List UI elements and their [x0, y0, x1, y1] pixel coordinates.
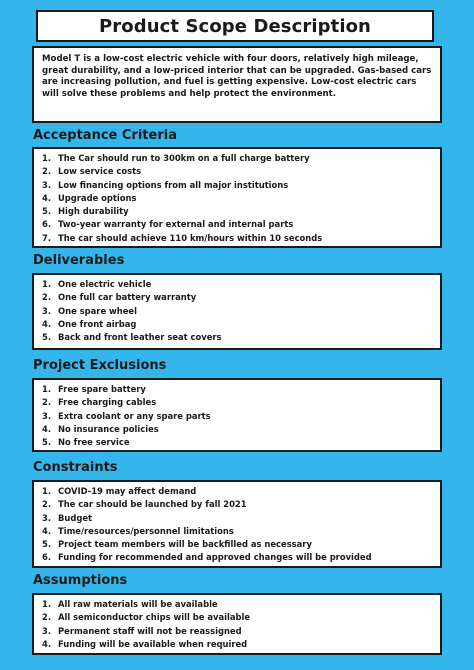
- list-item: 6. Funding for recommended and approved changes will be provided: [42, 552, 372, 563]
- list-item: 1. COVID-19 may affect demand: [42, 486, 197, 496]
- list-item: 3. One spare wheel: [42, 305, 137, 316]
- list-item: 1. All raw materials will be available: [42, 599, 218, 609]
- list-item: 3. Permanent staff will not be reassigned: [42, 625, 242, 636]
- project-exclusions-heading: Project Exclusions: [33, 358, 167, 373]
- list-item: 4. Funding will be available when required: [42, 638, 248, 649]
- list-item: 6. Two-year warranty for external and internal parts: [42, 219, 294, 230]
- list-item: 4. One front airbag: [42, 318, 137, 329]
- constraints-list: [42, 485, 432, 565]
- page-title: Product Scope Description: [99, 15, 371, 37]
- list-item: 5. No free service: [42, 437, 130, 448]
- list-item: 3. Extra coolant or any spare parts: [42, 410, 211, 421]
- list-item: 2. Low service costs: [42, 166, 142, 177]
- acceptance-criteria-heading: Acceptance Criteria: [33, 128, 177, 143]
- list-item: 5. High durability: [42, 206, 129, 217]
- assumptions-list: [42, 598, 432, 651]
- list-item: 4. Time/resources/personnel limitations: [42, 525, 234, 536]
- list-item: 5. Project team members will be backfilled as necessary: [42, 539, 312, 550]
- list-item: 4. No insurance policies: [42, 423, 159, 434]
- deliverables-list: [42, 278, 432, 344]
- list-item: 2. Free charging cables: [42, 397, 157, 408]
- description-box: [32, 46, 442, 123]
- list-item: 4. Upgrade options: [42, 192, 137, 203]
- deliverables-box: [32, 273, 442, 350]
- acceptance-criteria-box: [32, 147, 442, 248]
- constraints-box: [32, 480, 442, 568]
- list-item: 5. Back and front leather seat covers: [42, 332, 222, 343]
- assumptions-box: [32, 593, 442, 655]
- list-item: 1. One electric vehicle: [42, 279, 152, 289]
- deliverables-heading: Deliverables: [33, 253, 125, 268]
- list-item: 2. All semiconductor chips will be available: [42, 612, 251, 623]
- list-item: 2. The car should be launched by fall 2021: [42, 499, 247, 510]
- constraints-heading: Constraints: [33, 460, 118, 475]
- acceptance-criteria-list: [42, 152, 432, 245]
- list-item: 1. The Car should run to 300km on a full charge battery: [42, 153, 310, 163]
- list-item: 2. One full car battery warranty: [42, 292, 197, 303]
- list-item: 1. Free spare battery: [42, 384, 146, 394]
- list-item: 7. The car should achieve 110 km/hours within 10 seconds: [42, 232, 323, 243]
- project-exclusions-list: [42, 383, 432, 449]
- list-item: 3. Low financing options from all major institutions: [42, 179, 289, 190]
- assumptions-heading: Assumptions: [33, 573, 128, 588]
- list-item: 3. Budget: [42, 512, 93, 523]
- project-exclusions-box: [32, 378, 442, 452]
- description-text: Model T is a low-cost electric vehicle with four doors, relatively high mileage, great durability, and a low-priced interior that can be upgraded. Gas-based cars are increasing pollution, and fuel is getting expensive. Low-cost electric cars will solve these problems and help protect the environment.: [42, 54, 432, 99]
- title-box: [36, 10, 434, 42]
